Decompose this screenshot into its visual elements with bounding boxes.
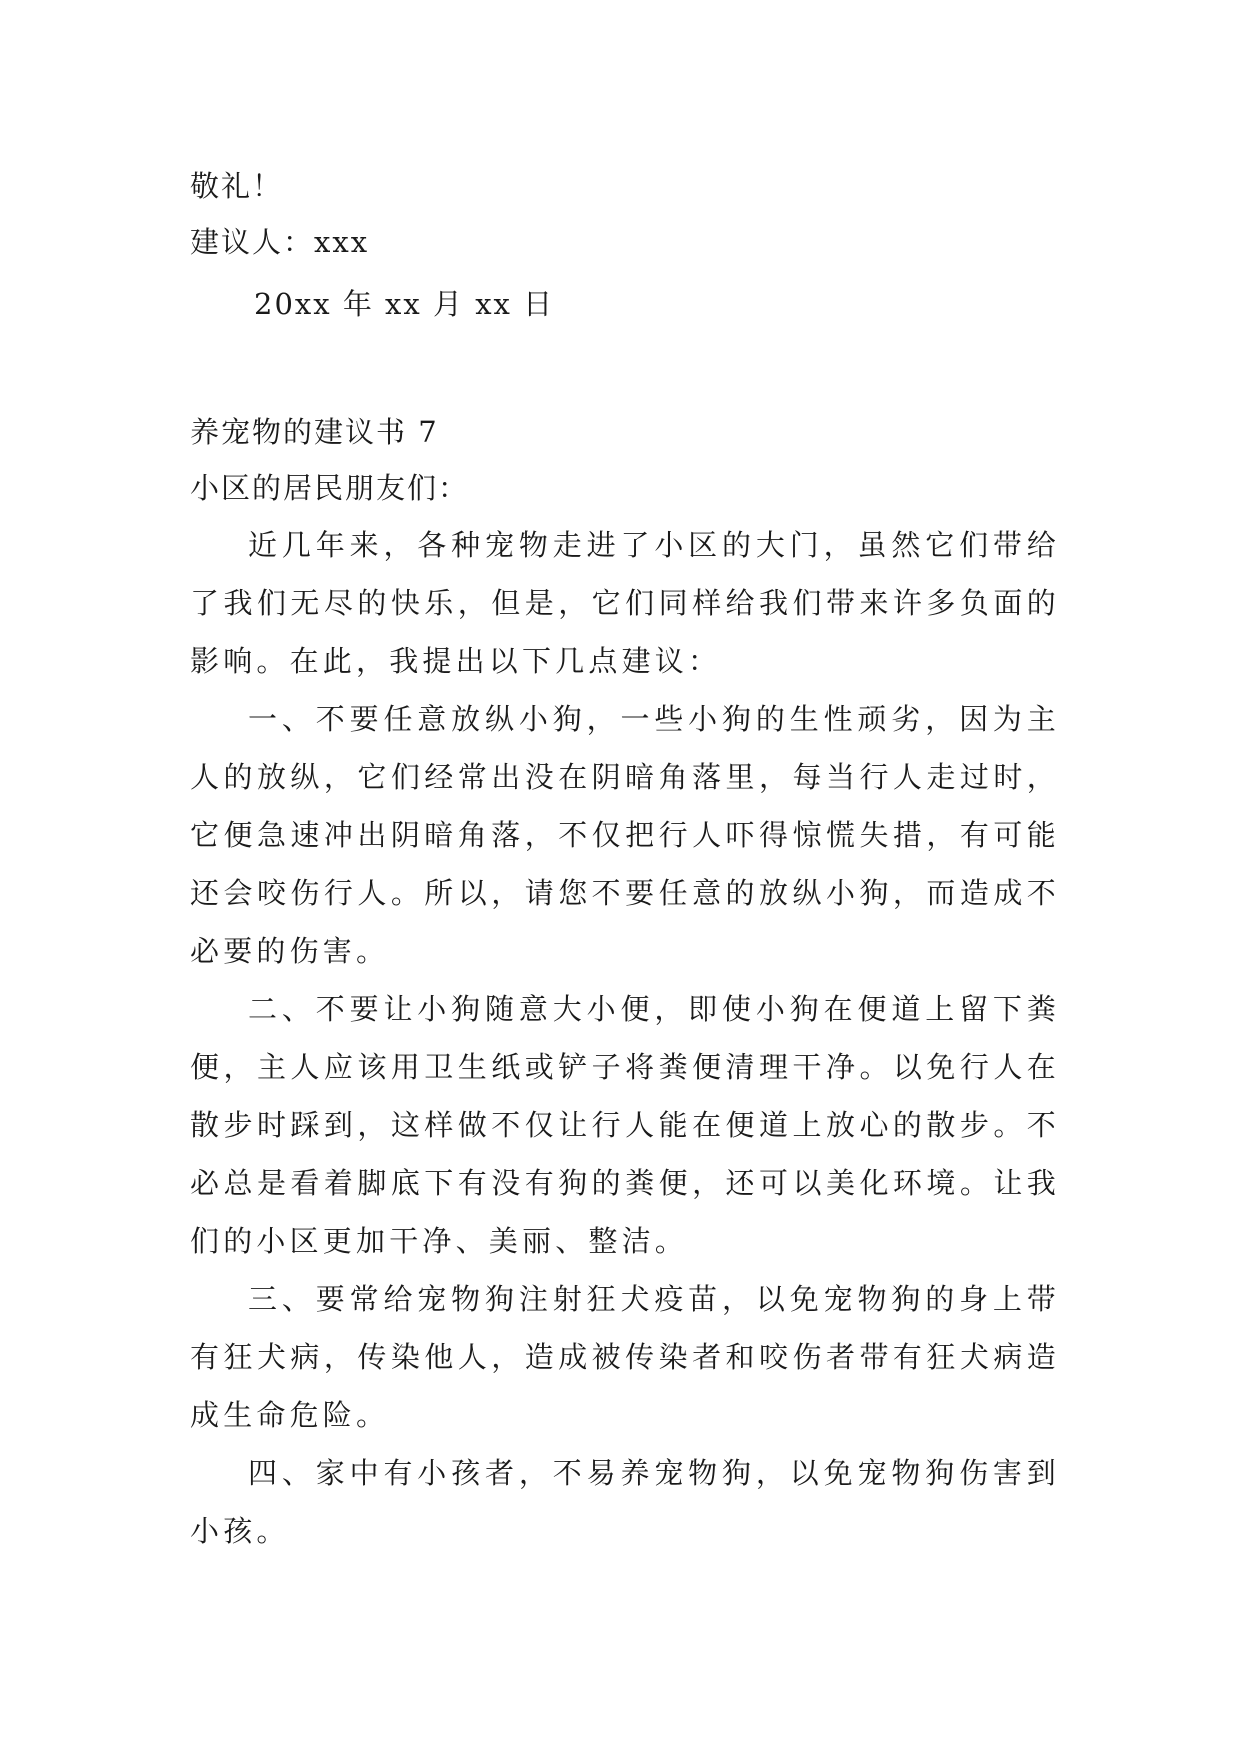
body-paragraph-suggestion-1: 一、不要任意放纵小狗，一些小狗的生性顽劣，因为主人的放纵，它们经常出没在阴暗角落里，每当行人走过时，它便急速冲出阴暗角落，不仅把行人吓得惊慌失措，有可能还会咬伤行人。所以，请您不要任意的放纵小狗，而造成不必要的伤害。: [190, 702, 1060, 968]
document-page: [190, 158, 1060, 1560]
body-paragraph-suggestion-3: 三、要常给宠物狗注射狂犬疫苗，以免宠物狗的身上带有狂犬病，传染他人，造成被传染者和咬伤者带有狂犬病造成生命危险。: [190, 1282, 1060, 1432]
body-paragraph-suggestion-4: 四、家中有小孩者，不易养宠物狗，以免宠物狗伤害到小孩。: [190, 1456, 1060, 1548]
letter-date: 20xx 年 xx 月 xx 日: [254, 287, 555, 321]
letter-closing: [190, 158, 1060, 332]
proposer-signature: 建议人：xxx: [190, 225, 370, 259]
body-paragraph-suggestion-2: 二、不要让小狗随意大小便，即使小狗在便道上留下粪便，主人应该用卫生纸或铲子将粪便清理干净。以免行人在散步时踩到，这样做不仅让行人能在便道上放心的散步。不必总是看着脚底下有没有狗的粪便，还可以美化环境。让我们的小区更加干净、美丽、整洁。: [190, 992, 1060, 1258]
letter-title: 养宠物的建议书 7: [190, 415, 439, 449]
body-paragraph-intro: 近几年来，各种宠物走进了小区的大门，虽然它们带给了我们无尽的快乐，但是，它们同样给我们带来许多负面的影响。在此，我提出以下几点建议：: [190, 528, 1060, 678]
letter-body: [190, 516, 1060, 1560]
closing-salute: 敬礼！: [190, 169, 284, 203]
letter-greeting: 小区的居民朋友们：: [190, 471, 470, 505]
